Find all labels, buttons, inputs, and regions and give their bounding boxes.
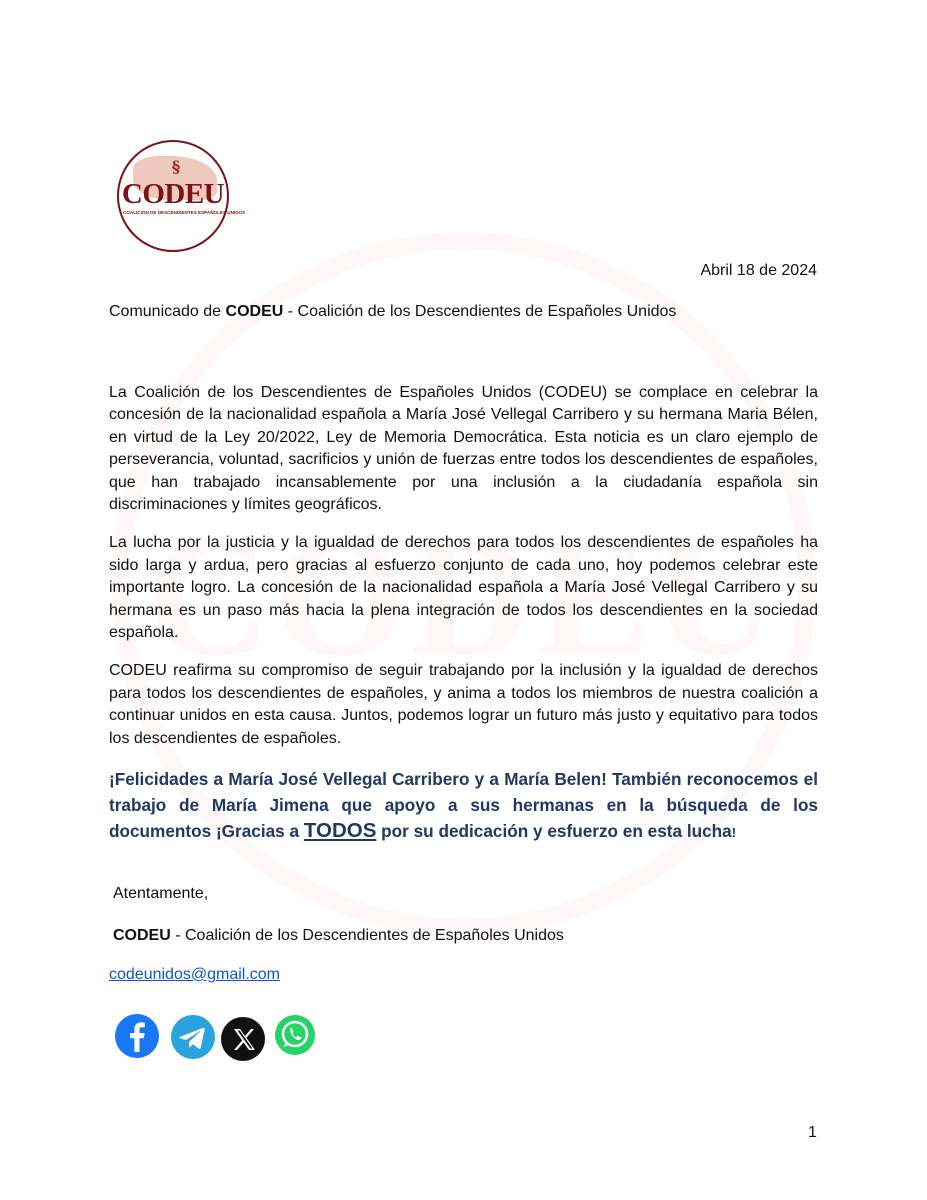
highlight-text-1: ¡Felicidades a María José Vellegal Carribero y a María Belen! También reconocemos el trabajo de María Jimena que apoyo a sus hermanas en la búsqueda de los documentos ¡Gracias a	[109, 769, 818, 842]
telegram-icon[interactable]	[171, 1015, 215, 1059]
document-date: Abril 18 de 2024	[700, 262, 817, 279]
comunicado-org: CODEU	[225, 303, 284, 320]
comunicado-heading	[109, 303, 676, 321]
highlight-todos: TODOS	[303, 819, 377, 843]
codeu-logo	[117, 140, 246, 252]
closing: Atentamente,	[113, 885, 209, 902]
body-paragraph: La lucha por la justicia y la igualdad de derechos para todos los descendientes de españoles ha sido larga y ardua, pero gracias al esfuerzo conjunto de cada uno, hoy podemos celebrar este importante logro. La concesión de la nacionalidad española a María José Vellegal Carribero y su hermana es un paso más hacia la plena integración de todos los descendientes en la sociedad española.	[109, 534, 818, 642]
logo-emblem-icon: §	[171, 157, 181, 176]
signature	[113, 927, 564, 945]
highlight-text-2: por su dedicación y esfuerzo en esta lucha	[376, 821, 732, 842]
body-paragraph: La Coalición de los Descendientes de Españoles Unidos (CODEU) se complace en celebrar la concesión de la nacionalidad española a María José Vellegal Carribero y su hermana Maria Bélen, en virtud de la Ley 20/2022, Ley de Memoria Democrática. Esta noticia es un claro ejemplo de perseverancia, voluntad, sacrificios y unión de fuerzas entre todos los descendientes de españoles, que han trabajado incansablemente por una inclusión a la ciudadanía española sin discriminaciones y límites geográficos.	[109, 384, 818, 514]
x-icon[interactable]	[221, 1017, 265, 1061]
signature-suffix: - Coalición de los Descendientes de Españoles Unidos	[170, 927, 564, 944]
logo-name: CODEU	[121, 178, 225, 210]
highlight-end: !	[731, 825, 737, 841]
comunicado-prefix: Comunicado de	[109, 303, 226, 320]
comunicado-suffix: - Coalición de los Descendientes de Españoles Unidos	[283, 303, 677, 320]
email-link[interactable]: codeunidos@gmail.com	[109, 966, 280, 983]
document-body	[109, 382, 818, 862]
logo-subtitle: COALICIÓN DE DESCENDIENTES ESPAÑOLES UNIDOS	[123, 210, 246, 215]
page-number: 1	[808, 1124, 817, 1141]
facebook-icon[interactable]	[115, 1014, 159, 1058]
signature-org: CODEU	[113, 927, 171, 944]
highlight-paragraph	[109, 766, 818, 846]
whatsapp-icon[interactable]	[273, 1013, 317, 1057]
body-paragraph: CODEU reafirma su compromiso de seguir trabajando por la inclusión y la igualdad de derechos para todos los descendientes de españoles, y anima a todos los miembros de nuestra coalición a continuar unidos en esta causa. Juntos, podemos lograr un futuro más justo y equitativo para todos los descendientes de españoles.	[109, 662, 818, 747]
